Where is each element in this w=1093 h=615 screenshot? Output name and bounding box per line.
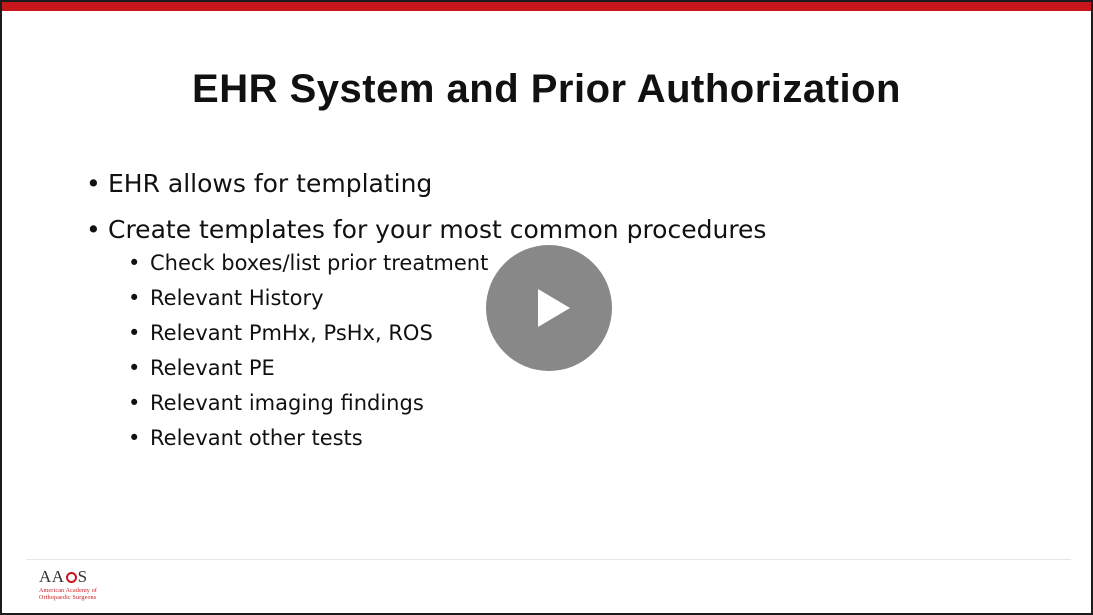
- sub-bullet-item: • Check boxes/list prior treatment: [128, 249, 766, 278]
- bullet-item: [86, 166, 766, 202]
- logo-wordmark: AA S: [39, 567, 88, 586]
- sub-bullet-item: • Relevant PE: [128, 354, 766, 383]
- slide-accent-bar: [2, 2, 1091, 11]
- sub-bullet-item: • Relevant imaging findings: [128, 389, 766, 418]
- logo-tagline: American Academy of Orthopaedic Surgeons: [39, 588, 98, 601]
- play-button[interactable]: [486, 245, 612, 371]
- sub-bullet-list: [128, 249, 766, 453]
- bullet-list: [86, 166, 766, 463]
- logo-ring-icon: [66, 572, 77, 583]
- play-icon: [538, 289, 570, 327]
- sub-bullet-item: • Relevant PmHx, PsHx, ROS: [128, 319, 766, 348]
- bullet-text: EHR allows for templating: [108, 169, 433, 198]
- aaos-logo: [39, 568, 129, 604]
- bullet-text: Create templates for your most common procedures: [108, 215, 767, 244]
- slide-title: EHR System and Prior Authorization: [192, 67, 901, 111]
- footer-divider: [26, 559, 1071, 560]
- sub-bullet-item: • Relevant other tests: [128, 424, 766, 453]
- bullet-item: [86, 212, 766, 453]
- sub-bullet-item: • Relevant History: [128, 284, 766, 313]
